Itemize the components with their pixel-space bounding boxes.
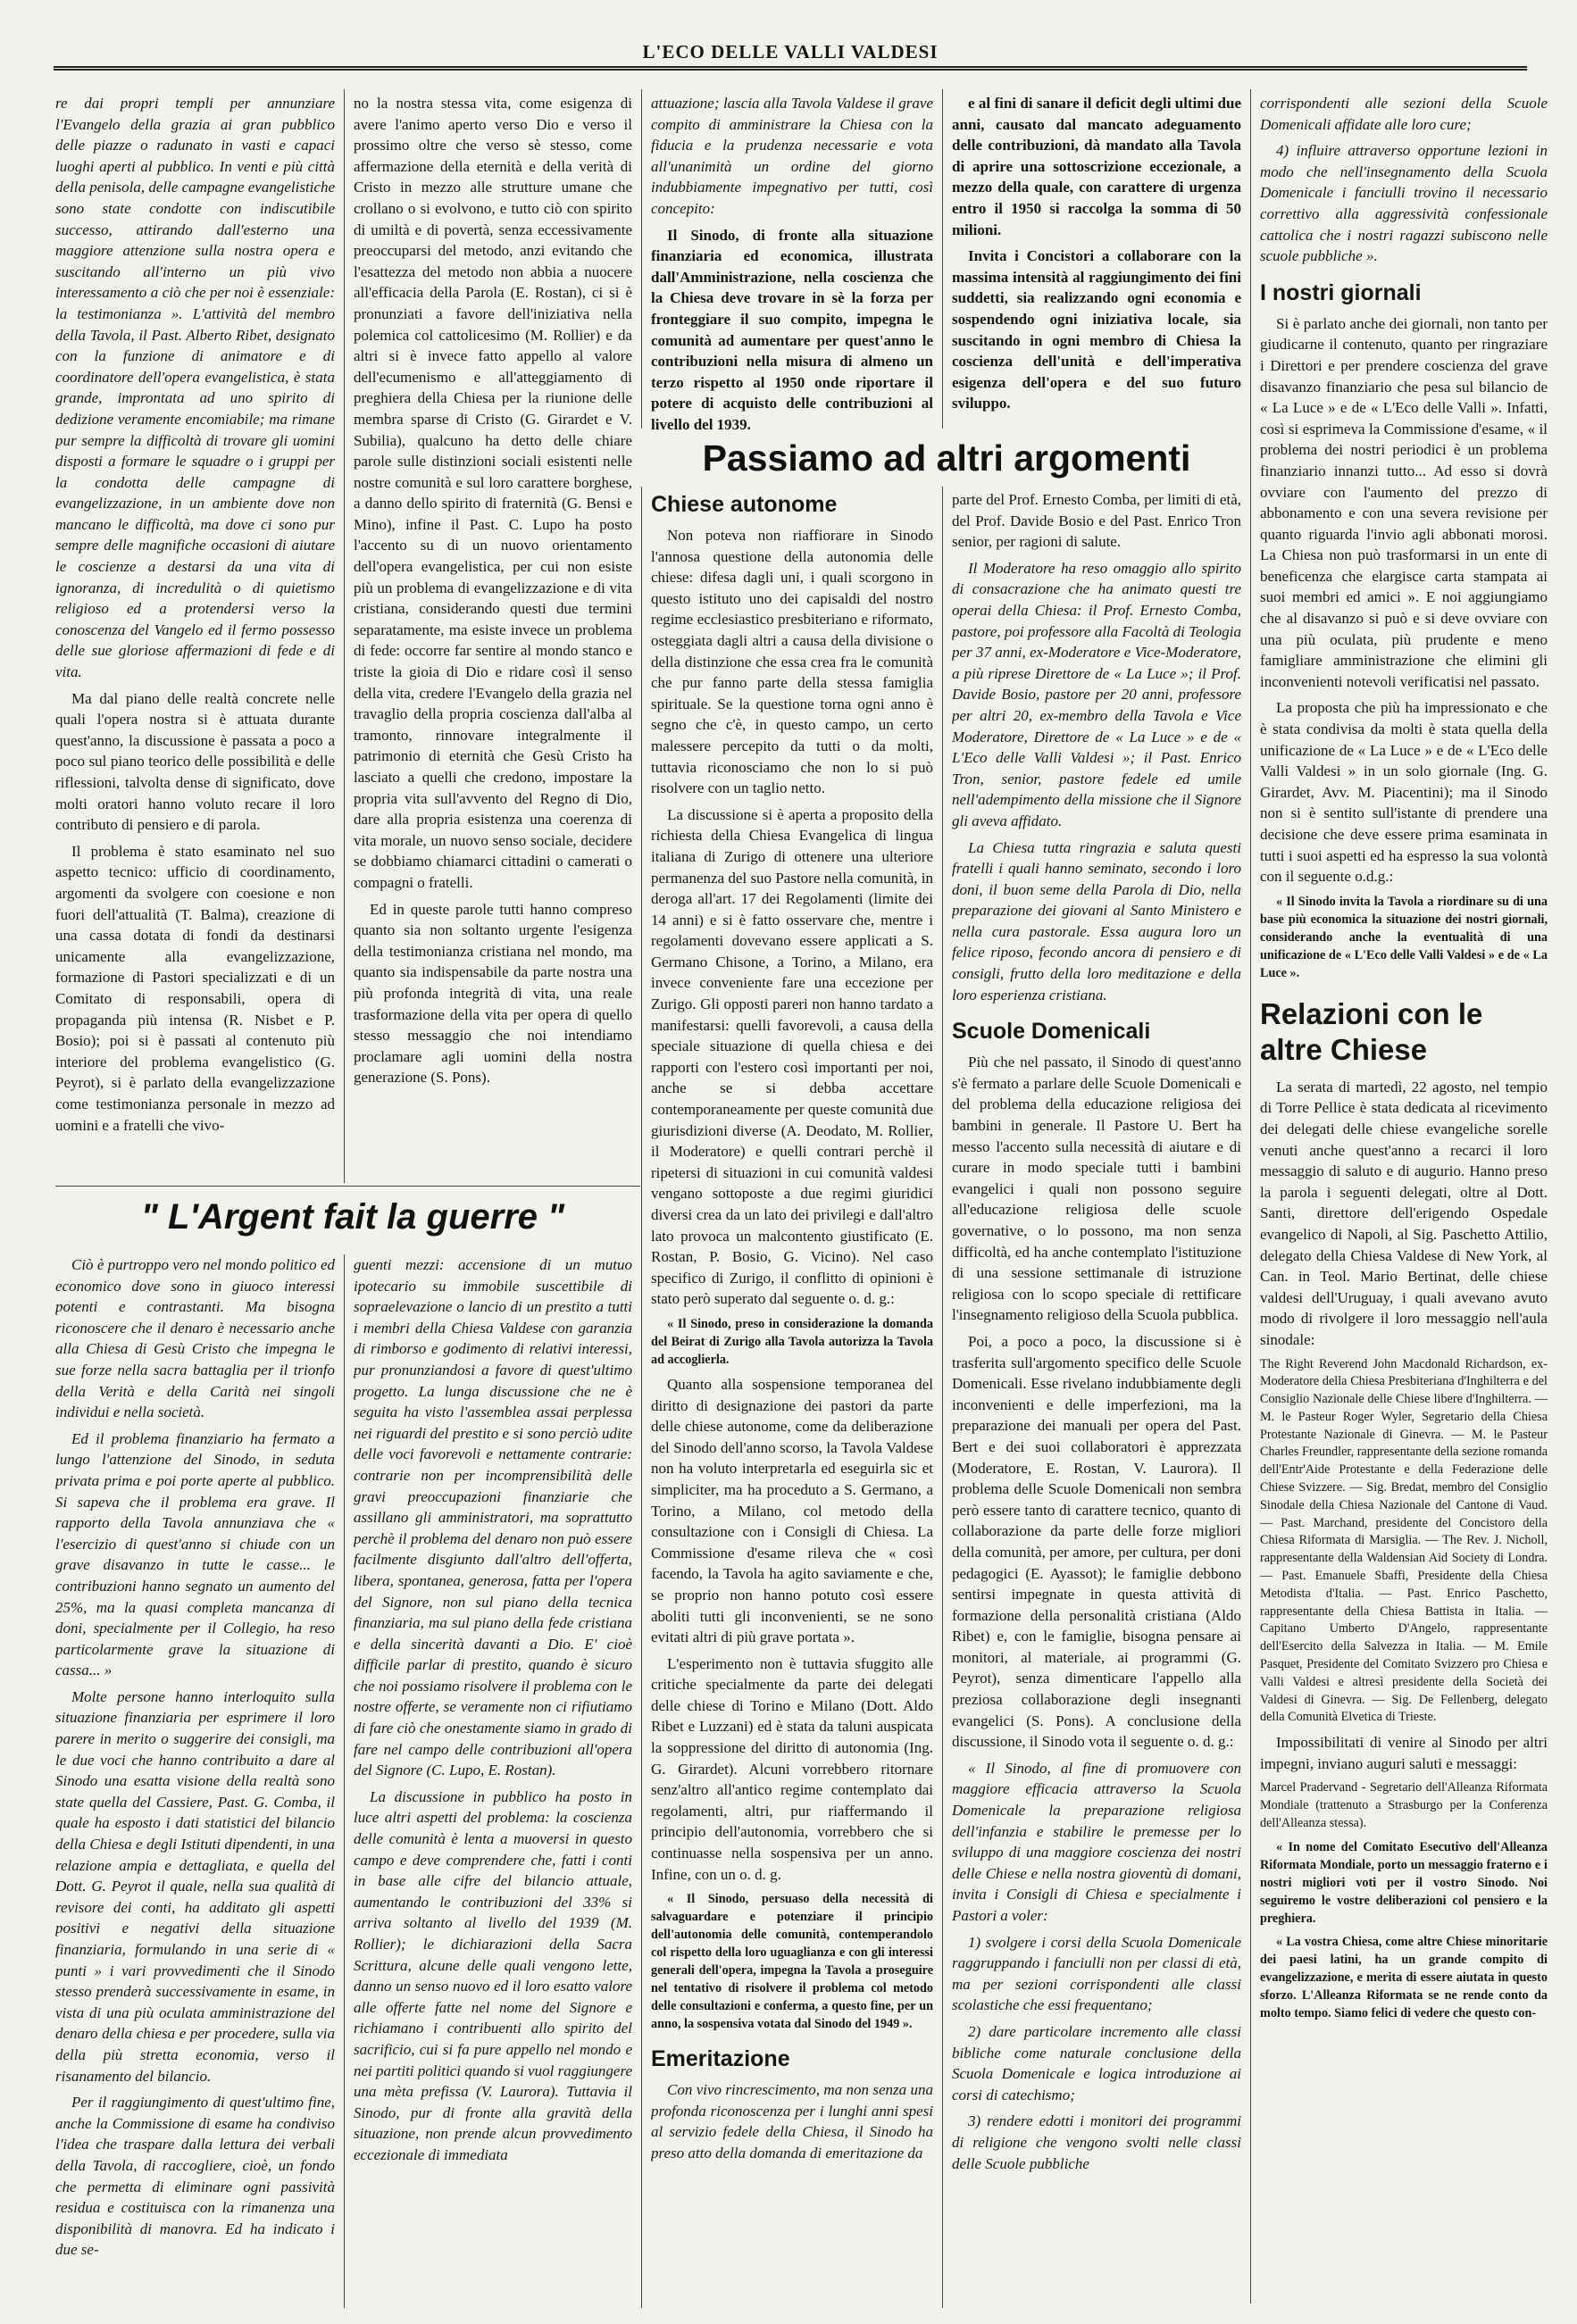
column-rule <box>344 1254 345 2308</box>
column-rule <box>641 487 642 2308</box>
paragraph: Ma dal piano delle realtà concrete nelle quali l'opera nostra si è attuata durante quest'anno, la discussione è passata a poco a poco sul piano teorico delle possibilità e delle riflessioni, talvolta dense di significato, dove molti oratori hanno voluto recare il loro contributo di pensiero e di parola. <box>55 689 335 834</box>
paragraph: 1) svolgere i corsi della Scuola Domenicale raggruppando i fanciulli non per classi di età, ma per sezioni corrispondenti alle classi scolastiche che essi frequentano; <box>952 1933 1241 2014</box>
paragraph: Con vivo rincrescimento, ma non senza una profonda riconoscenza per i lunghi anni spesi al servizio fedele della Chiesa, il Sinodo ha preso atto della domanda di emeritazione da <box>651 2081 933 2162</box>
paragraph: no la nostra stessa vita, come esigenza di avere l'animo aperto verso Dio e verso il prossimo oltre che verso sè stesso, come affermazione della eternità e della verità di Cristo in mezzo alle strutture umane che crollano o si evolvono, e tutto ciò con spirito di umiltà e di povertà, senza eccessivamente preoccuparsi del metodo, anzi evitando che l'esattezza del metodo non abbia a nuocere all'efficacia della Parola (E. Rostan), ci si è pronunziati a favore dell'iniziativa nella polemica col cattolicesimo (M. Rollier) e da altri si è invece fatto appello al valore dell'ecumenismo e all'atteggiamento di preghiera della Chiesa per la riunione delle membra sparse di Cristo (G. Girardet e V. Subilia), qualcuno ha detto delle chiare parole sulle distinzioni sociali esistenti nelle nostre comunità e sul loro carattere borghese, a danno dello spirito di fraternità (G. Bensi e Mino), infine il Past. C. Lupo ha posto l'accento su di un nuovo orientamento dell'opera evangelistica, per cui non esiste più un problema di evangelizzazione e di vita cristiana, considerando questi due termini separatamente, ma esiste invece un problema di fede: occorre far sentire al mondo stanco e triste la gioia di Dio e ridare così il senso della vita, credere l'Evangelo della grazia nel travaglio della propria coscienza dall'alba al tramonto, rinnovare integralmente il patrimonio di eternità che Gesù Cristo ha lasciato a quelli che credono, impostare la propria vita sull'avvento del Regno di Dio, dare alla propria esistenza una coerenza di vita morale, un nuovo senso sociale, decidere se dobbiamo chiamarci cittadini o camerati o compagni o fratelli. <box>354 95 632 891</box>
column-rule <box>1250 89 1251 2303</box>
odg-text: e al fini di sanare il deficit degli ultimi due anni, causato dal mancato adeguamento delle contribuzioni, dà mandato alla Tavola di aprire una sottoscrizione eccezionale, a mezzo della quale, con carattere di urgenza entro il 1950 si raccolga la somma di 50 milioni. <box>952 95 1241 238</box>
column-3-bottom <box>651 489 933 2306</box>
message-text: « In nome del Comitato Esecutivo dell'Alleanza Riformata Mondiale, porto un messaggio fraterno e i nostri migliori voti per il vostro Sinodo. Noi seguiremo le vostre deliberazioni col pensiero e la preghiera. <box>1260 1839 1548 1926</box>
paragraph: guenti mezzi: accensione di un mutuo ipotecario su immobile suscettibile di sopraelevazione o lancio di un prestito a tutti i membri della Chiesa Valdese con garanzia di rimborso e godimento di relativi interessi, pur pronunziandosi a favore di quest'ultimo progetto. La lunga discussione che ne è seguita ha visto l'assemblea assai perplessa nei riguardi del prestito e si sono perciò udite delle voci favorevoli e nettamente contrarie: contrarie non per incomprensibilità delle gravi preoccupazioni finanziarie che assillano gli amministratori, ma soprattutto perchè il problema del denaro non può essere facilmente disgiunto dall'altro dell'offerta, libera, spontanea, generosa, fatta per l'opera del Signore, non sul piano della tecnica finanziaria, ma sul piano della fede cristiana e della sincerità davanti a Dio. E' cioè difficile parlar di prestito, quando è sicuro che noi possiamo risolvere il problema con le nostre offerte, se veramente non ci rifiutiamo di fare ciò che onestamente siamo in grado di fare nel campo delle contribuzioni all'opera del Signore (C. Lupo, E. Rostan). <box>354 1256 632 1779</box>
paragraph: re dai propri templi per annunziare l'Evangelo della grazia ai gran pubblico delle piazze o radunato in vasti e capaci luoghi aperti al pubblico. In venti e più città della penisola, delle campagne evangelistiche sono state condotte con indiscutibile successo, attirando dall'esterno una maggiore attenzione sulla nostra opera e suscitando all'interno un più vivo interessamento a ciò che per noi è essenziale: la testimonianza ». L'attività del membro della Tavola, il Past. Alberto Ribet, designato con la funzione di animatore e di coordinatore dell'opera evangelistica, è stata grande, improntata ad uno spirito di dedizione veramente encomiabile; ma rimane pur sempre la difficoltà di trovare gli uomini disposti a formare le squadre o i gruppi per la condotta delle campagne di evangelizzazione, in un ambiente dove non mancano le difficoltà, ma dove ci sono pur sempre delle magnifiche occasioni di aiutare le coscienze a destarsi da una vita di ignoranza, di incredulità o di quietismo religioso ed a protendersi verso la conoscenza del Vangelo ed il fermo possesso delle sue gloriose affermazioni di fede e di vita. <box>55 95 335 681</box>
paragraph: Marcel Pradervand - Segretario dell'Alleanza Riformata Mondiale (trattenuto a Strasburgo per la Conferenza dell'Alleanza stessa). <box>1260 1780 1548 1831</box>
section-heading-emeritazione: Emeritazione <box>651 2046 790 2072</box>
column-1 <box>55 93 335 1182</box>
section-heading-giornali: I nostri giornali <box>1260 279 1422 305</box>
paragraph: La Chiesa tutta ringrazia e saluta questi fratelli i quali hanno seminato, secondo i loro doni, il buon seme della Parola di Dio, nella preparazione dei giovani al Santo Ministero e nella cura pastorale. Essa augura loro un felice riposo, fecondo ancora di pensiero e di consigli, frutto della loro meditazione e della loro esperienza cristiana. <box>952 838 1241 1004</box>
paragraph: La serata di martedì, 22 agosto, nel tempio di Torre Pellice è stata dedicata al ricevimento dei delegati delle chiese evangeliche sorelle venuti anche quest'anno a recarci il loro messaggio di saluto e di augurio. Hanno preso la parola i seguenti delegati, oltre al Dott. Santi, direttore dell'erigendo Ospedale evangelico di Napoli, al Sig. Paschetto Attilio, delegato della Chiesa Valdese di New York, al Can. in Teol. Mario Bertinat, delle chiese valdesi dell'Uruguay, i quali avevano avuto modo di rivolgere il loro messaggio nell'aula sinodale: <box>1260 1078 1548 1348</box>
paragraph: Per il raggiungimento di quest'ultimo fine, anche la Commissione di esame ha condiviso l'idea che traspare dalla lettura dei verbali della Tavola, di raccogliere, cioè, un fondo che permetta di eliminare ogni passività residua e costituisca con la rimanenza una disponibilità di manovra. Ed ha indicato i due se- <box>55 2094 335 2259</box>
column-rule <box>942 89 943 429</box>
odg-text: « Il Sinodo invita la Tavola a riordinare su di una base più economica la situazione dei nostri giornali, considerando anche la eventualità di una unificazione de « L'Eco delle Valli Valdesi » e de « La Luce ». <box>1260 894 1548 980</box>
column-5 <box>1260 93 1548 2307</box>
section-heading-scuole-domenicali: Scuole Domenicali <box>952 1019 1151 1045</box>
paragraph: La discussione si è aperta a proposito della richiesta della Chiesa Evangelica di lingua italiana di Zurigo di ottenere una ulteriore permanenza del suo Pastore nella comunità, in deroga all'art. 17 dei Regolamenti (limite dei 14 anni) e si è fatto osservare che, mentre i regolamenti dovevano essere applicati a S. Germano Chisone, a Torino, a Milano, era invece conveniente fare una eccezione per Zurigo. Gli opposti pareri non hanno tardato a manifestarsi: quelli favorevoli, a causa della speciale situazione di quella chiesa e dei rapporti con l'estero così importanti per noi, anche se si debba accettare contemporaneamente per queste comunità due giurisdizioni diverse (A. Deodato, M. Rollier, il Moderatore) e quelli contrari perchè il ripetersi di situazioni in cui comunità valdesi vengano sottoposte a due regimi giuridici diversi crea da un lato dei privilegi e dall'altro lato provoca un malcontento giustificato (E. Rostan, P. Bosio, G. Vicino). Nel caso specifico di Zurigo, il conflitto di opinioni è stato però superato dal seguente o. d. g.: <box>651 805 933 1308</box>
message-text: « La vostra Chiesa, come altre Chiese minoritarie dei paesi latini, ha un grande compito di evangelizzazione, e merita di essere aiutata in questo sforzo. L'Alleanza Riformata se ne rende conto da molto tempo. Siamo felici di vedere che questo con- <box>1260 1934 1548 2020</box>
column-4-top <box>952 93 1241 432</box>
paragraph: attuazione; lascia alla Tavola Valdese il grave compito di amministrare la Chiesa con la fiducia e la prudenza necessarie e vota all'unanimità un ordine del giorno indubbiamente impegnativo per tutti, così concepito: <box>651 95 933 217</box>
paragraph: Il problema è stato esaminato nel suo aspetto tecnico: ufficio di coordinamento, argomenti da svolgere con coesione e non fuori dell'attualità (T. Balma), creazione di una cassa dotata di fondi da destinarsi unicamente alla evangelizzazione, formazione di Pastori specializzati e di un Comitato di responsabili, opera di propaganda più intensa (R. Nisbet e P. Bosio); poi si è passati al contenuto più interiore del problema evangelistico (G. Peyrot), si è parlato della evangelizzazione come testimonianza personale in mezzo ad uomini e a fratelli che vivo- <box>55 842 335 1134</box>
paragraph: Il Moderatore ha reso omaggio allo spirito di consacrazione che ha animato questi tre operai della Chiesa: il Prof. Ernesto Comba, pastore, poi professore alla Facoltà di Teologia per 37 anni, ex-Moderatore e Vice-Moderatore, a più riprese Direttore de « La Luce »; il Prof. Davide Bosio, pastore per 20 anni, professore per altri 20, ex-membro della Tavola e Vice Moderatore, Direttore de « La Luce » e de « L'Eco delle Valli Valdesi »; il Past. Enrico Tron, senior, pastore fedele ed umile nell'adempimento della missione che il Signore gli aveva affidato. <box>952 559 1241 829</box>
paragraph: Non poteva non riaffiorare in Sinodo l'annosa questione della autonomia delle chiese: difesa dagli uni, i quali scorgono in questo istituto uno dei capisaldi del nostro regime ecclesiastico presbiteriano e riformato, osteggiata dagli altri a causa della divisione o della distinzione che essa crea fra le comunità che pur fanno parte della stessa famiglia spirituale. Se la questione torna ogni anno è segno che c'è, in questo campo, un certo malessere percepito da tutti o da molti, tuttavia riconosciamo che non lo si può risolvere con un taglio netto. <box>651 527 933 797</box>
odg-text: Il Sinodo, di fronte alla situazione finanziaria ed economica, illustrata dall'Amministrazione, nella coscienza che la Chiesa deve trovare in sè la forza per fronteggiare il suo compito, impegna le comunità ad aumentare per quest'anno le contribuzioni nella misura di almeno un terzo rispetto al 1950 onde riportare il potere di acquisto delle contribuzioni al livello del 1939. <box>651 226 933 432</box>
paragraph: Ciò è purtroppo vero nel mondo politico ed economico dove sono in giuoco interessi potenti e contrastanti. Ma bisogna riconoscere che il denaro è necessario anche alla Chiesa di Gesù Cristo che impegna le sue forze nella sacra battaglia per il trionfo della Verità e della Carità nei singoli individui e nella società. <box>55 1256 335 1421</box>
paragraph: L'esperimento non è tuttavia sfuggito alle critiche specialmente da parte dei delegati delle chiese di Torino e Milano (Dott. Aldo Ribet e Luzzani) ed è stata da taluni auspicata la soppressione del diritto di autonomia (Ing. G. Girardet). Alcuni vorrebbero ritornare senz'altro all'antico regime contemplato dai regolamenti, altri, pur riaffermando il principio dell'autonomia, vorrebbero che si continuasse nella sospensiva per un anno. Infine, con un o. d. g. <box>651 1654 933 1883</box>
paragraph: 4) influire attraverso opportune lezioni in modo che nell'insegnamento della Scuola Domenicale i fanciulli trovino il necessario correttivo alla aggressività confessionale cattolica che i nostri ragazzi subiscono nelle scuole pubbliche ». <box>1260 142 1548 265</box>
newspaper-title: L'ECO DELLE VALLI VALDESI <box>642 41 939 62</box>
paragraph: Ed in queste parole tutti hanno compreso quanto sia non soltanto urgente l'esigenza della testimonianza cristiana nel mondo, ma quanto sia indispensabile da parte nostra una più profonda integrità di vita, una reale trasformazione della vita per opera di quello stesso messaggio che noi intendiamo proclamare agli uomini della nostra generazione (S. Pons). <box>354 900 632 1087</box>
column-rule <box>344 89 345 1183</box>
delegates-list: The Right Reverend John Macdonald Richardson, ex-Moderatore della Chiesa Presbiteriana d'Inghilterra e del Consiglio Nazionale delle Chiese libere d'Inghilterra. — M. le Pasteur Roger Wyler, Segretario della Chiesa Protestante Nazionale di Ginevra. — M. le Pasteur Charles Freundler, rappresentante della sezione romanda dell'Entr'Aide Protestante e della Federazione delle Chiese Svizzere. — Sig. Bredat, membro del Consiglio Sinodale della Chiesa Nazionale del Cantone di Vaud. — Past. Marchand, presidente del Concistoro della Chiesa Riformata di Marsiglia. — The Rev. J. Nicholl, rappresentante della Waldensian Aid Society di Londra. — Past. Emanuele Sbaffi, Presidente della Chiesa Metodista d'Italia. — Past. Enrico Paschetto, rappresentante della Chiesa Battista in Italia. — Capitano Umberto D'Angelo, rappresentante dell'Esercito della Salvezza in Italia. — M. Emile Pasquet, Presidente del Comitato Svizzero pro Chiesa e Valli Valdesi e altresì presidente della Società dei Valdesi di Ginevra. — Sig. De Fellenberg, delegato della Comunità Elvetica di Trieste. <box>1260 1356 1548 1725</box>
paragraph: Più che nel passato, il Sinodo di quest'anno s'è fermato a parlare delle Scuole Domenicali e del problema della educazione religiosa dei bambini in generale. Il Pastore U. Bert ha messo l'accento sulla necessità di aiutare e di curare in modo speciale tutti i bambini evangelici i quali non possono seguire all'educazione religiosa delle scuole governative, o lo possono, ma non senza difficoltà, ed ha anche contemplato l'istituzione di una sessione settimanale di istruzione religiosa con lo scopo speciale di rettificare l'insegnamento religioso della Scuola pubblica. <box>952 1054 1241 1324</box>
column-2 <box>354 93 632 1182</box>
paragraph: La proposta che più ha impressionato e che è stata condivisa da molti è stata quella della unificazione de « La Luce » e de « L'Eco delle Valli Valdesi » in un solo giornale (Ing. G. Girardet, Avv. M. Piacentini); ma il Sinodo non si è sentito sull'istante di prendere una decisione che deve essere prima esaminata in tutti i suoi aspetti ed ha espresso la sua volontà con il seguente o.d.g.: <box>1260 699 1548 886</box>
odg-text: Invita i Concistori a collaborare con la massima intensità al raggiungimento dei fini suddetti, sia realizzando ogni economia e sospendendo ogni iniziativa locale, sia suscitando in ogni membro di Chiesa la coscienza dell'unità e dell'imperativa esigenza dell'opera e del suo futuro sviluppo. <box>952 247 1241 412</box>
paragraph: corrispondenti alle sezioni della Scuole Domenicali affidate alle loro cure; <box>1260 95 1548 133</box>
odg-text: « Il Sinodo, persuaso della necessità di salvaguardare e potenziare il principio dell'autonomia delle comunità, contemperandolo col rispetto della loro uguaglianza e con gli interessi generali dell'opera, impegna la Tavola a proseguire nel tentativo di risolvere il problema col metodo delle consultazioni e conferma, a questo fine, per un anno, la sospensiva votata dal Sinodo del 1949 ». <box>651 1892 933 2032</box>
paragraph: parte del Prof. Ernesto Comba, per limiti di età, del Prof. Davide Bosio e del Past. Enrico Tron senior, per ragioni di salute. <box>952 491 1241 551</box>
paragraph: Molte persone hanno interloquito sulla situazione finanziaria per esprimere il loro parere in merito o suggerire dei consigli, ma le due voci che hanno contribuito a dare al Sinodo una esatta visione della realtà sono state quella del Cassiere, Past. G. Comba, il quale ha esposto i dati statistici del bilancio della Chiesa e degli Istituti dipendenti, in una relazione ampia e dettagliata, e quella del Dott. G. Peyrot il quale, nella sua qualità di revisore dei conti, ha additato gli aspetti positivi e negativi della situazione finanziaria, formulando in una serie di « punti » i vari provvedimenti che il Sinodo stesso prenderà successivamente in esame, in vista di una più oculata amministrazione del denaro della chiesa e per procedere, sulla via della più stretta economia, verso il risanamento del bilancio. <box>55 1687 335 2085</box>
argent-column-2 <box>354 1254 632 2306</box>
column-4-bottom <box>952 489 1241 2306</box>
paragraph: Si è parlato anche dei giornali, non tanto per giudicarne il contenuto, quanto per ringraziare i Direttori e per prendere coscienza del grave disavanzo finanziario che pesa sul bilancio de « La Luce » e de « L'Eco delle Valli ». Infatti, così si esprimeva la Commissione d'esame, « il problema dei nostri periodici è un problema finanziario innanzi tutto... Ad esso si dovrà ovviare con l'aumento del prezzo di abbonamento e con una severa revisione per quanto riguarda l'invio agli abbonati morosi. La Chiesa non può trasformarsi in un ente di beneficenza che elargisce carta stampata ai suoi membri ed amici ». E noi aggiungiamo che al disavanzo si può e si deve ovviare con una più oculata, più prudente e meno famigliare amministrazione che elimini gli inconvenienti notevoli verificatisi nel passato. <box>1260 314 1548 690</box>
section-heading-relazioni: Relazioni con le altre Chiese <box>1260 996 1483 1066</box>
paragraph: Poi, a poco a poco, la discussione si è trasferita sull'argomento specifico delle Scuole Domenicali. Esse rivelano indubbiamente degli inconvenienti e delle imperfezioni, ma la preparazione dei manuali per opera del Past. Bert e dei suoi collaboratori è apprezzata (Moderatore, E. Rostan, V. Laurora). Il problema delle Scuole Domenicali non sembra però essere tanto di carattere tecnico, quanto di collaborazione da parte delle forze migliori della comunità, per amore, per cultura, per doni pedagogici (E. Ayassot); le famiglie debbono sentirsi impegnate in questa attività di formazione della personalità cristiana (Aldo Ribet) e, con le famiglie, bisogna pensare ai monitori, al materiale, ai programmi (G. Peyrot), senza dimenticare l'appello alla preziosa collaborazione degli insegnanti evangelici (S. Pons). A conclusione della discussione, il Sinodo vota il seguente o. d. g.: <box>952 1332 1241 1751</box>
argent-column-1 <box>55 1254 335 2306</box>
paragraph: 2) dare particolare incremento alle classi bibliche come naturale conclusione della Scuola Domenicale e logica introduzione ai corsi di catechismo; <box>952 2022 1241 2103</box>
section-rule <box>55 1186 640 1187</box>
paragraph: « Il Sinodo, al fine di promuovere con maggiore efficacia attraverso la Scuola Domenicale la preparazione religiosa dell'infanzia e stabilire le premesse per lo sviluppo di una maggiore coscienza dei nostri delle Chiese e nella nostra gioventù di domani, invita i Consigli di Chiesa e specialmente i Pastori a voler: <box>952 1759 1241 1924</box>
paragraph: Ed il problema finanziario ha fermato a lungo l'attenzione del Sinodo, in seduta privata prima e poi porte aperte al pubblico. Si sapeva che il problema era grave. Il rapporto della Tavola annunziava che « l'esercizio di quest'anno si chiude con un grave disavanzo in tutte le casse... le contribuzioni hanno segnato un aumento del 25%, ma la quasi completa mancanza di doni, specialmente per il Collegio, ha reso particolarmente grave la situazione di cassa... » <box>55 1429 335 1679</box>
headline-argent: " L'Argent fait la guerre " <box>140 1197 565 1237</box>
headline-passiamo: Passiamo ad altri argomenti <box>702 437 1191 479</box>
column-rule <box>942 487 943 2308</box>
paragraph: 3) rendere edotti i monitori dei programmi di religione che vengono svolti nelle classi delle Scuole pubbliche <box>952 2112 1241 2172</box>
paragraph: Impossibilitati di venire al Sinodo per altri impegni, inviano auguri saluti e messaggi: <box>1260 1734 1548 1772</box>
section-heading-chiese-autonome: Chiese autonome <box>651 492 838 517</box>
paragraph: La discussione in pubblico ha posto in luce altri aspetti del problema: la coscienza delle comunità è lenta a muoversi in questo campo e deve comprendere che, fatti i conti in base alle cifre del bilancio attuale, aumentando le contribuzioni del 33% si arriva soltanto al livello del 1939 (M. Rollier); le dichiarazioni della Sacra Scrittura, alcune delle quali vengono lette, danno un senso nuovo ed il loro esatto valore alle offerte fatte nel nome del Signore e richiamano i contribuenti allo spirito del sacrificio, cui si fa pure appello nel mondo e nei partiti politici quando si vuol raggiungere una mèta prefissa (V. Laurora). Tuttavia il Sinodo, pur di fronte alla gravità della situazione, non prende alcun provvedimento eccezionale di immediata <box>354 1787 632 2163</box>
odg-text: « Il Sinodo, preso in considerazione la domanda del Beirat di Zurigo alla Tavola autorizza la Tavola ad accoglierla. <box>651 1316 933 1367</box>
column-3-top <box>651 93 933 432</box>
column-rule <box>641 89 642 429</box>
running-header <box>54 34 1527 71</box>
paragraph: Quanto alla sospensione temporanea del diritto di designazione dei pastori da parte delle chiese autonome, come da deliberazione del Sinodo dell'anno scorso, la Tavola Valdese non ha voluto interpretarla ed eseguirla sic et simpliciter, ma ha proceduto a S. Germano, a Torino, a Milano, col metodo della consultazione con i Consigli di Chiesa. La Commissione d'esame rileva che « così facendo, la Tavola ha agito saviamente e che, se proprio non hanno potuto così essere aboliti tutti gli inconvenienti, se ne sono evitati altri di più grave portata ». <box>651 1375 933 1646</box>
